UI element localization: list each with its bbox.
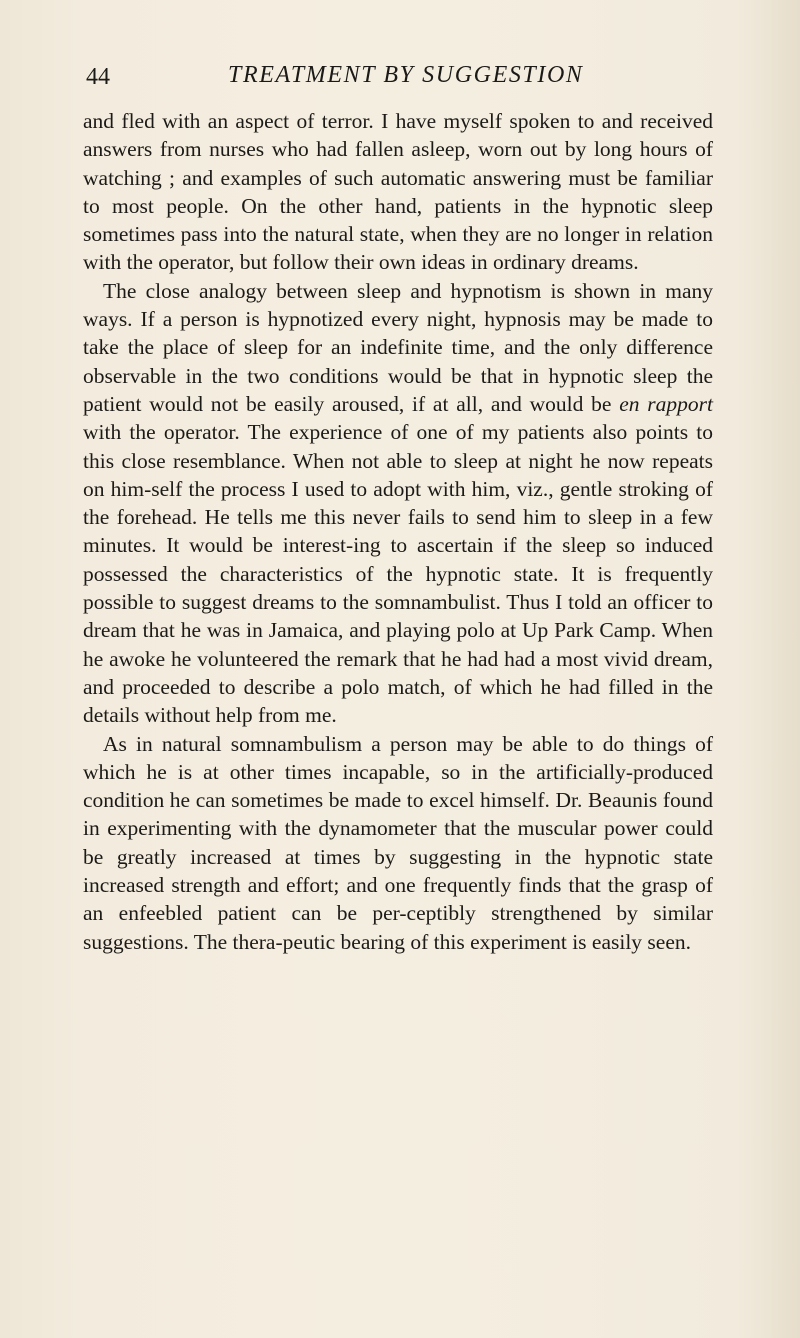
paragraph-2-text-a: The close analogy between sleep and hypnotism is shown in many ways. If a person is hypnotized every night, hypnosis may be made to take the place of sleep for an indefinite time, and the only difference observable in the two conditions would be that in hypnotic sleep the patient would not be easily aroused, if at all, and would be bbox=[83, 278, 713, 416]
paragraph-3: As in natural somnambulism a person may be able to do things of which he is at other times incapable, so in the artificially-produced condition he can sometimes be made to excel himself. Dr. Beaunis found in experimenting with the dynamometer that the muscular power could be greatly increased at times by suggesting in the hypnotic state increased strength and effort; and one frequently finds that the grasp of an enfeebled patient can be per-ceptibly strengthened by similar suggestions. The thera-peutic bearing of this experiment is easily seen. bbox=[83, 731, 713, 954]
running-title: TREATMENT BY SUGGESTION bbox=[228, 62, 584, 88]
page-number: 44 bbox=[86, 64, 110, 90]
italic-phrase-en-rapport: en rapport bbox=[619, 391, 714, 416]
page-header bbox=[70, 58, 720, 94]
paragraph-2 bbox=[83, 277, 713, 730]
paragraph-2-text-b: with the operator. The experience of one of my patients also points to this close resemblance. When not able to sleep at night he now repeats on him-self the process I used to adopt with him, viz., gentle stroking of the forehead. He tells me this never fails to send him to sleep in a few minutes. It would be interest-ing to ascertain if the sleep so induced possessed the characteristics of the hypnotic state. It is frequently possible to suggest dreams to the somnambulist. Thus I told an officer to dream that he was in Jamaica, and playing polo at Up Park Camp. When he awoke he volunteered the remark that he had had a most vivid dream, and proceeded to describe a polo match, of which he had filled in the details without help from me. bbox=[83, 420, 713, 728]
body-text bbox=[83, 107, 713, 956]
paragraph-1: and fled with an aspect of terror. I have myself spoken to and received answers from nurses who had fallen asleep, worn out by long hours of watching ; and examples of such automatic answering must be familiar to most people. On the other hand, patients in the hypnotic sleep sometimes pass into the natural state, when they are no longer in relation with the operator, but follow their own ideas in ordinary dreams. bbox=[83, 109, 713, 275]
